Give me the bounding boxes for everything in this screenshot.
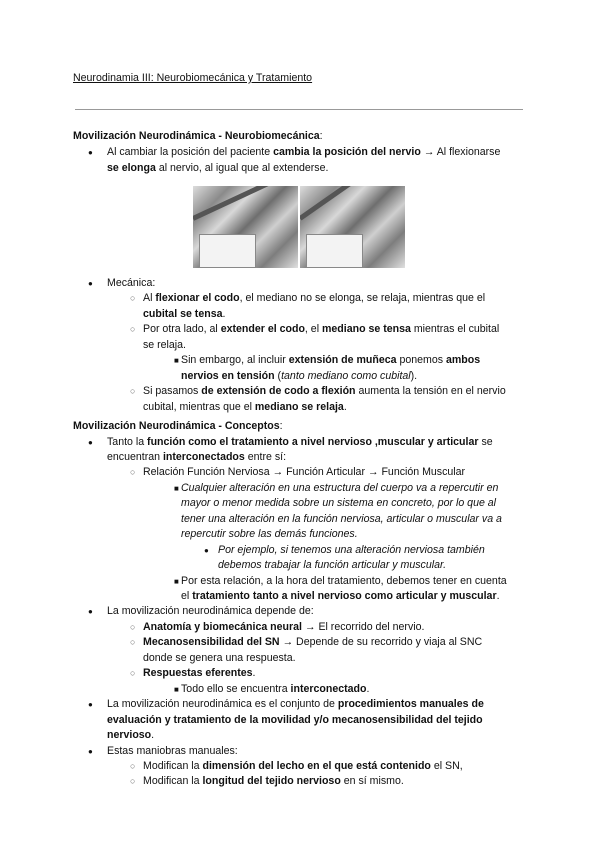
bullet-icon: ●: [88, 148, 93, 157]
text: , el: [304, 323, 322, 335]
italic-text: tener una alteración en la función nerviosa, articular o muscular va a: [181, 513, 502, 525]
bullet-icon: ●: [88, 438, 93, 447]
list-item-line: [143, 667, 255, 680]
bold-text: flexionar el codo: [155, 292, 240, 304]
nerve-anatomy-figure: [193, 186, 405, 268]
text: La movilización neurodinámica es el conjunto de: [107, 698, 338, 710]
text: Modifican la: [143, 775, 203, 787]
bold-text: dimensión del lecho en el que está contenido: [202, 760, 431, 772]
list-item-line: [107, 745, 238, 758]
bold-text: Movilización Neurodinámica - Conceptos: [73, 420, 280, 432]
list-item-line: [107, 605, 314, 618]
text: Si pasamos: [143, 385, 202, 397]
list-item-line: [181, 513, 502, 526]
square-bullet-icon: ■: [174, 356, 179, 365]
text: .: [252, 667, 256, 679]
bold-text: nervios en tensión: [181, 370, 275, 382]
list-item-line: [181, 370, 417, 383]
text: cubital, mientras que el: [143, 401, 255, 413]
list-item-line: [181, 482, 498, 495]
text: Mecánica:: [107, 277, 156, 289]
text: .: [222, 308, 226, 320]
text: Sin embargo, al incluir: [181, 354, 289, 366]
text: ).: [410, 370, 418, 382]
bold-text: longitud del tejido nervioso: [202, 775, 341, 787]
text: .: [151, 729, 155, 741]
text: .: [343, 401, 347, 413]
bullet-icon: ●: [88, 747, 93, 756]
bold-text: extensión de muñeca: [288, 354, 397, 366]
bold-text: interconectado: [290, 683, 367, 695]
list-item-line: [143, 652, 296, 665]
text: La movilización neurodinámica depende de:: [107, 605, 314, 617]
circle-bullet-icon: ○: [130, 622, 136, 632]
italic-text: tanto mediano como cubital: [281, 370, 411, 382]
italic-text: Por ejemplo, si tenemos una alteración nerviosa también: [218, 544, 485, 556]
bullet-icon: ●: [88, 607, 93, 616]
bold-text: mediano se relaja: [254, 401, 344, 413]
list-item-line: [218, 544, 485, 557]
list-item-line: [143, 323, 499, 336]
text: se relaja.: [143, 339, 186, 351]
text: Estas maniobras manuales:: [107, 745, 238, 757]
text: mientras el cubital: [410, 323, 500, 335]
text: → Al flexionarse: [420, 146, 501, 158]
list-item-line: [143, 308, 225, 321]
circle-bullet-icon: ○: [130, 761, 136, 771]
list-item-line: [181, 683, 369, 696]
horizontal-rule: [75, 109, 523, 110]
text: → Depende de su recorrido y viaja al SNC: [279, 636, 483, 648]
list-item-line: [181, 590, 500, 603]
list-item-line: [143, 636, 482, 649]
text: ponemos: [396, 354, 446, 366]
bold-text: procedimientos manuales de: [337, 698, 484, 710]
list-item-line: [107, 714, 483, 727]
bold-text: Anatomía y biomecánica neural: [143, 621, 302, 633]
bold-text: se elonga: [107, 162, 156, 174]
text: el SN,: [430, 760, 463, 772]
bold-text: de extensión de codo a flexión: [201, 385, 356, 397]
text: aumenta la tensión en el nervio: [355, 385, 506, 397]
square-bullet-icon: ■: [174, 685, 179, 694]
italic-text: Cualquier alteración en una estructura del cuerpo va a repercutir en: [181, 482, 499, 494]
list-item-line: [143, 339, 186, 352]
text: (: [274, 370, 282, 382]
text: Por otra lado, al: [143, 323, 221, 335]
text: en sí mismo.: [340, 775, 404, 787]
text: entre sí:: [244, 451, 287, 463]
list-item-line: [107, 729, 154, 742]
text: Tanto la: [107, 436, 148, 448]
bold-text: Respuestas eferentes: [143, 667, 253, 679]
list-item-line: [107, 451, 286, 464]
list-item-line: [143, 621, 424, 634]
bold-text: ambos: [445, 354, 481, 366]
circle-bullet-icon: ○: [130, 637, 136, 647]
list-item-line: [181, 354, 480, 367]
bold-text: Movilización Neurodinámica - Neurobiomecánica: [73, 130, 320, 142]
list-item-line: [143, 401, 347, 414]
circle-bullet-icon: ○: [130, 668, 136, 678]
bold-text: cubital se tensa: [143, 308, 223, 320]
list-item-line: [181, 528, 358, 541]
list-item-line: [143, 292, 485, 305]
bold-text: cambia la posición del nervio: [273, 146, 421, 158]
figure-panel-right: [300, 186, 405, 268]
bold-text: extender el codo: [220, 323, 305, 335]
text: .: [496, 590, 500, 602]
list-item-line: [218, 559, 446, 572]
list-item-line: [181, 497, 496, 510]
text: al nervio, al igual que al extenderse.: [155, 162, 329, 174]
bold-text: mediano se tensa: [322, 323, 411, 335]
figure-panel-left: [193, 186, 298, 268]
list-item-line: [107, 277, 155, 290]
document-title: Neurodinamia III: Neurobiomecánica y Tratamiento: [73, 72, 313, 84]
section-heading: [73, 130, 323, 143]
text: encuentran: [107, 451, 163, 463]
square-bullet-icon: ■: [174, 484, 179, 493]
list-item-line: [107, 162, 328, 175]
list-item-line: [107, 698, 484, 711]
text: donde se genera una respuesta.: [143, 652, 296, 664]
text: :: [319, 130, 323, 142]
circle-bullet-icon: ○: [130, 386, 136, 396]
text: → El recorrido del nervio.: [301, 621, 425, 633]
text: Todo ello se encuentra: [181, 683, 291, 695]
list-item-line: [143, 466, 465, 479]
section-heading: [73, 420, 283, 433]
list-item-line: [107, 436, 493, 449]
circle-bullet-icon: ○: [130, 467, 136, 477]
circle-bullet-icon: ○: [130, 293, 136, 303]
bullet-icon: ●: [88, 279, 93, 288]
bold-text: evaluación y tratamiento de la movilidad y/o mecanosensibilidad del tejido: [107, 714, 483, 726]
text: Al cambiar la posición del paciente: [107, 146, 274, 158]
list-item-line: [181, 575, 507, 588]
square-bullet-icon: ■: [174, 577, 179, 586]
bullet-icon: ●: [88, 700, 93, 709]
text: Al: [143, 292, 156, 304]
circle-bullet-icon: ○: [130, 324, 136, 334]
bullet-icon: ●: [204, 546, 209, 555]
bold-text: Mecanosensibilidad del SN: [143, 636, 280, 648]
italic-text: mayor o menor medida sobre un sistema en concreto, por lo que al: [181, 497, 497, 509]
list-item-line: [143, 385, 506, 398]
list-item-line: [107, 146, 500, 159]
italic-text: debemos trabajar la función articular y muscular.: [218, 559, 447, 571]
text: .: [366, 683, 370, 695]
list-item-line: [143, 760, 463, 773]
text: Por esta relación, a la hora del tratamiento, debemos tener en cuenta: [181, 575, 507, 587]
text: Modifican la: [143, 760, 203, 772]
text: Relación Función Nerviosa → Función Articular → Función Muscular: [143, 466, 466, 478]
text: se: [478, 436, 493, 448]
text: el: [181, 590, 193, 602]
text: :: [279, 420, 283, 432]
italic-text: repercutir sobre las demás funciones.: [181, 528, 358, 540]
circle-bullet-icon: ○: [130, 776, 136, 786]
list-item-line: [143, 775, 404, 788]
bold-text: nervioso: [107, 729, 152, 741]
bold-text: función como el tratamiento a nivel nervioso ,muscular y articular: [147, 436, 479, 448]
text: , el mediano no se elonga, se relaja, mientras que el: [239, 292, 486, 304]
bold-text: interconectados: [162, 451, 245, 463]
bold-text: tratamiento tanto a nivel nervioso como articular y muscular: [192, 590, 497, 602]
